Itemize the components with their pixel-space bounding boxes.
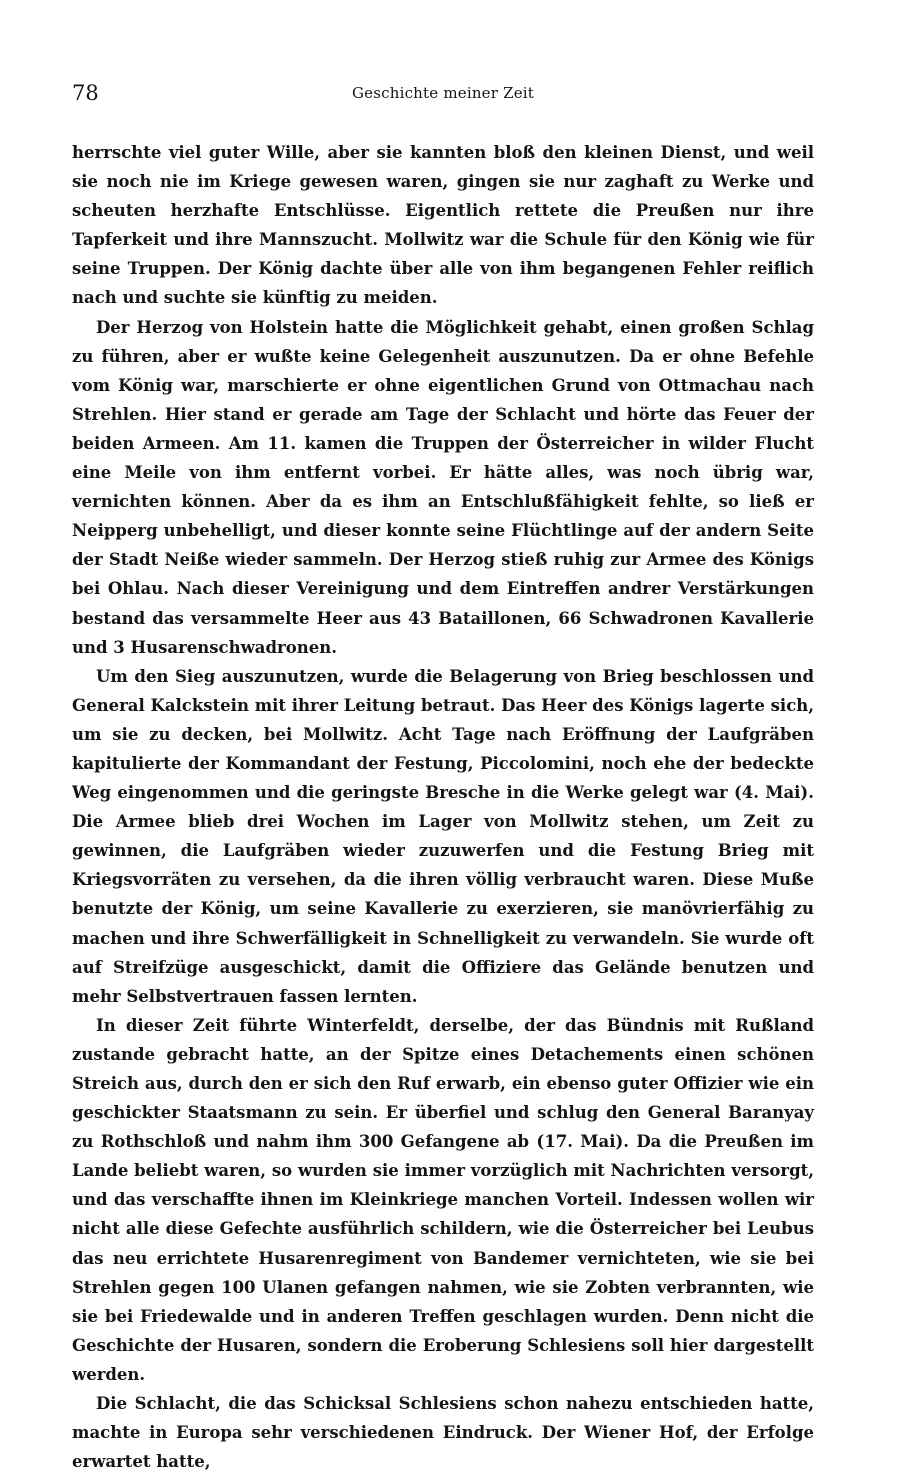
body-text (72, 138, 814, 1476)
paragraph-2: Der Herzog von Holstein hatte die Möglichkeit gehabt, einen großen Schlag zu führen, aber er wußte keine Gelegenheit auszunutzen. Da er ohne Befehle vom König war, marschierte er ohne eigentlichen Grund von Ottmachau nach Strehlen. Hier stand er gerade am Tage der Schlacht und hörte das Feuer der beiden Armeen. Am 11. kamen die Truppen der Österreicher in wilder Flucht eine Meile von ihm entfernt vorbei. Er hätte alles, was noch übrig war, vernichten können. Aber da es ihm an Entschlußfähigkeit fehlte, so ließ er Neipperg unbehelligt, und dieser konnte seine Flüchtlinge auf der andern Seite der Stadt Neiße wieder sammeln. Der Herzog stieß ruhig zur Armee des Königs bei Ohlau. Nach dieser Vereinigung und dem Eintreffen andrer Verstärkungen bestand das versammelte Heer aus 43 Bataillonen, 66 Schwadronen Kavallerie und 3 Husarenschwadronen. (72, 317, 814, 657)
page-number: 78 (72, 81, 99, 105)
running-title: Geschichte meiner Zeit (351, 84, 535, 102)
paragraph-4: In dieser Zeit führte Winterfeldt, derselbe, der das Bündnis mit Rußland zustande gebracht hatte, an der Spitze eines Detachements einen schönen Streich aus, durch den er sich den Ruf erwarb, ein ebenso guter Offizier wie ein geschickter Staatsmann zu sein. Er überfiel und schlug den General Baranyay zu Rothschloß und nahm ihm 300 Gefangene ab (17. Mai). Da die Preußen im Lande beliebt waren, so wurden sie immer vorzüglich mit Nachrichten versorgt, und das verschaffte ihnen im Kleinkriege manchen Vorteil. Indessen wollen wir nicht alle diese Gefechte ausführlich schildern, wie die Österreicher bei Leubus das neu errichtete Husarenregiment von Bandemer vernichteten, wie sie bei Strehlen gegen 100 Ulanen gefangen nahmen, wie sie Zobten verbrannten, wie sie bei Friedewalde und in anderen Treffen geschlagen wurden. Denn nicht die Geschichte der Husaren, sondern die Eroberung Schlesiens soll hier dargestellt werden. (72, 1015, 814, 1384)
page-header (72, 78, 814, 108)
paragraph-3: Um den Sieg auszunutzen, wurde die Belagerung von Brieg beschlossen und General Kalckstein mit ihrer Leitung betraut. Das Heer des Königs lagerte sich, um sie zu decken, bei Mollwitz. Acht Tage nach Eröffnung der Laufgräben kapitulierte der Kommandant der Festung, Piccolomini, noch ehe der bedeckte Weg eingenommen und die geringste Bresche in die Werke gelegt war (4. Mai). Die Armee blieb drei Wochen im Lager von Mollwitz stehen, um Zeit zu gewinnen, die Laufgräben wieder zuzuwerfen und die Festung Brieg mit Kriegsvorräten zu versehen, da die ihren völlig verbraucht waren. Diese Muße benutzte der König, um seine Kavallerie zu exerzieren, sie manövrierfähig zu machen und ihre Schwerfälligkeit in Schnelligkeit zu verwandeln. Sie wurde oft auf Streifzüge ausgeschickt, damit die Offiziere das Gelände benutzen und mehr Selbstvertrauen fassen lernten. (72, 666, 814, 1006)
paragraph-1: herrschte viel guter Wille, aber sie kannten bloß den kleinen Dienst, und weil sie noch nie im Kriege gewesen waren, gingen sie nur zaghaft zu Werke und scheuten herzhafte Entschlüsse. Eigentlich rettete die Preußen nur ihre Tapferkeit und ihre Mannszucht. Mollwitz war die Schule für den König wie für seine Truppen. Der König dachte über alle von ihm begangenen Fehler reiflich nach und suchte sie künftig zu meiden. (72, 143, 814, 308)
paragraph-5: Die Schlacht, die das Schicksal Schlesiens schon nahezu entschieden hatte, machte in Europa sehr verschiedenen Eindruck. Der Wiener Hof, der Erfolge erwartet hatte, (72, 1394, 814, 1472)
